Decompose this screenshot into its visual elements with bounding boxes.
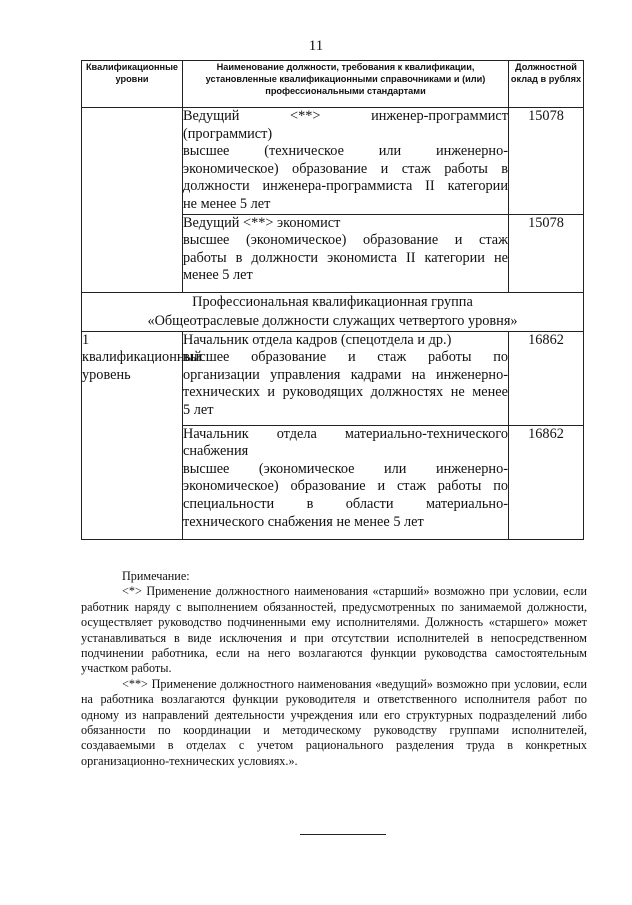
header-salary: Должностной оклад в рублях (509, 61, 584, 108)
note-paragraph-1: <*> Применение должностного наименования «старший» возможно при условии, если работник наряду с выполнением обязанностей, предусмотренных по занимаемой должности, осуществляет руководство подчиненными ему исполнителями. Должность «старшего» может устанавливаться в виде исключения и при отсутствии исполнителей в непосредственном подчинении работника, если на него возлагаются функции руководства самостоятельным участком работы. (81, 584, 587, 676)
salary-value: 15078 (509, 214, 584, 292)
qualification-table (81, 60, 584, 540)
header-position: Наименование должности, требования к квалификации, установленные квалификационными справочниками и (или) профессиональными стандартами (183, 61, 509, 108)
notes-section (81, 569, 587, 769)
closing-divider (300, 834, 386, 835)
salary-value: 15078 (509, 108, 584, 215)
qualification-level: 1 квалификационный уровень (82, 331, 183, 539)
salary-value: 16862 (509, 331, 584, 425)
table-row (82, 108, 584, 215)
position-description: Ведущий <**> инженер-программист (программист) высшее (техническое или инженерно- экономическое) образование и стаж работы в должности инженера-программиста II категории не менее 5 лет (183, 108, 509, 215)
level-cell-empty (82, 108, 183, 293)
group-title (82, 292, 584, 331)
notes-title: Примечание: (122, 569, 190, 583)
table-header-row (82, 61, 584, 108)
group-row (82, 292, 584, 331)
position-description: Начальник отдела кадров (спецотдела и др.) высшее образование и стаж работы по организации управления кадрами на инженерно- технических и руководящих должностях не менее 5 лет (183, 331, 509, 425)
page-number: 11 (308, 38, 324, 54)
group-title-line2: «Общеотраслевые должности служащих четвертого уровня» (147, 312, 518, 329)
salary-value: 16862 (509, 425, 584, 539)
group-title-line1: Профессиональная квалификационная группа (192, 293, 473, 310)
position-description: Начальник отдела материально-технического снабжения высшее (экономическое или инженерно- экономическое) образование и стаж работы по специальности в области материально- технического снабжения не менее 5 лет (183, 425, 509, 539)
position-description: Ведущий <**> экономист высшее (экономическое) образование и стаж работы в должности экономиста II категории не менее 5 лет (183, 214, 509, 292)
note-paragraph-2: <**> Применение должностного наименования «ведущий» возможно при условии, если на работника возлагаются функции руководителя и ответственного исполнителя работ по одному из направлений деятельности учреждения или его структурных подразделений либо обязанности по координации и методическому руководству группами исполнителей, создаваемыми в отделах с учетом рационального разделения труда в конкретных организационно-технических условиях.». (81, 676, 587, 768)
header-levels: Квалификационные уровни (82, 61, 183, 108)
table-row (82, 331, 584, 425)
